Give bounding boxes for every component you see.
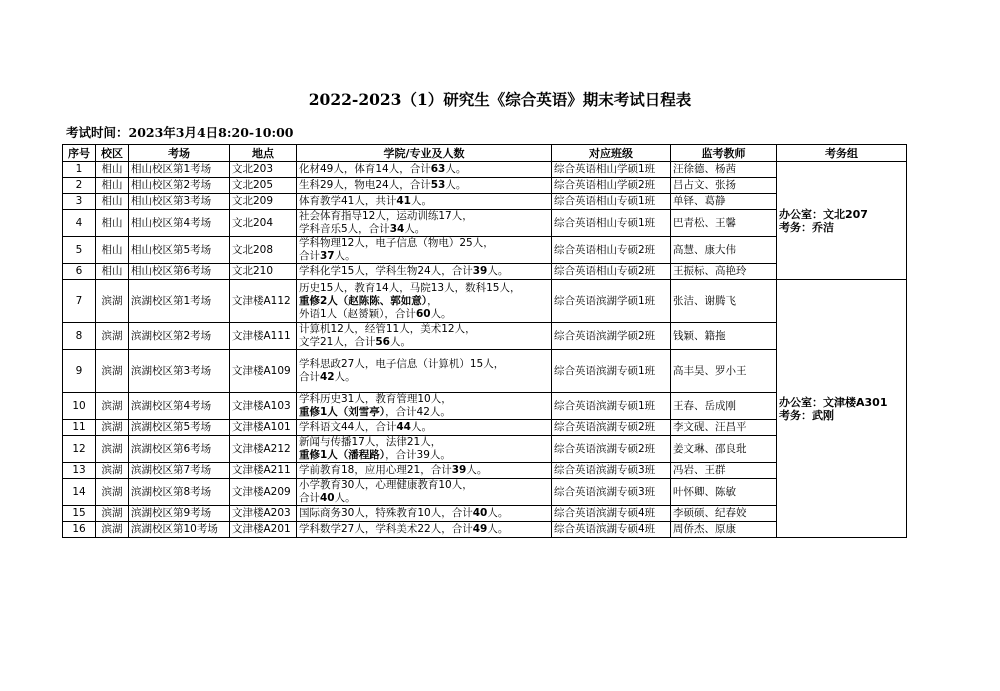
majors-line <box>299 210 549 223</box>
majors-text-segment: 人。 <box>390 336 411 348</box>
proctors-cell: 王春、岳成刚 <box>671 393 777 420</box>
location-cell: 文北210 <box>230 264 297 280</box>
majors-cell <box>297 350 552 393</box>
majors-line <box>299 492 549 505</box>
location-cell: 文津楼A101 <box>230 420 297 436</box>
majors-cell <box>297 506 552 522</box>
exam-room-cell: 相山校区第2考场 <box>129 178 230 194</box>
majors-text-segment: 新闻与传播17人，法律21人， <box>299 436 442 448</box>
table-header-row <box>63 145 907 162</box>
majors-cell <box>297 237 552 264</box>
header-cell: 考务组 <box>777 145 907 162</box>
header-cell: 监考教师 <box>671 145 777 162</box>
majors-bold-segment: 重修1人（刘雪亭） <box>299 406 386 418</box>
majors-bold-segment: 60 <box>415 307 431 320</box>
majors-text-segment: 学科历史31人，教育管理10人， <box>299 393 452 405</box>
majors-line <box>299 237 549 250</box>
majors-bold-segment: 37 <box>320 250 335 262</box>
majors-text-segment: ， <box>427 294 438 307</box>
majors-text-segment: 合计 <box>299 250 320 262</box>
table-row <box>63 162 907 178</box>
majors-text-segment: 人。 <box>411 421 432 433</box>
majors-cell <box>297 323 552 350</box>
majors-line <box>299 336 549 349</box>
majors-text-segment: 合计 <box>299 371 320 383</box>
majors-bold-segment: 41 <box>396 195 411 207</box>
location-cell: 文津楼A201 <box>230 522 297 538</box>
majors-bold-segment: 重修1人（潘程路） <box>299 449 386 461</box>
majors-line <box>299 223 549 236</box>
majors-bold-segment: 56 <box>375 336 390 348</box>
header-cell: 学院/专业及人数 <box>297 145 552 162</box>
header-cell: 考场 <box>129 145 230 162</box>
majors-line <box>299 406 549 419</box>
majors-cell <box>297 264 552 280</box>
header-cell: 序号 <box>63 145 96 162</box>
row-number: 3 <box>63 194 96 210</box>
majors-text-segment: 学前教育18，应用心理21，合计 <box>299 464 452 476</box>
exam-staff: 考务：乔洁 <box>779 220 834 234</box>
class-cell: 综合英语滨湖专硕1班 <box>552 350 671 393</box>
location-cell: 文津楼A111 <box>230 323 297 350</box>
majors-line <box>299 464 549 477</box>
majors-text-segment: 化材49人，体育14人，合计 <box>299 163 431 175</box>
row-number: 11 <box>63 420 96 436</box>
majors-line <box>299 308 549 321</box>
exam-room-cell: 滨湖校区第10考场 <box>129 522 230 538</box>
majors-text-segment: 外语1人（赵赟颖），合计 <box>299 307 416 320</box>
majors-text-segment: 人。 <box>487 507 509 519</box>
majors-text-segment: 学科语文44人，合计 <box>299 421 397 433</box>
exam-room-cell: 相山校区第1考场 <box>129 162 230 178</box>
majors-cell <box>297 162 552 178</box>
majors-cell <box>297 393 552 420</box>
exam-room-cell: 相山校区第4考场 <box>129 210 230 237</box>
campus-cell: 滨湖 <box>96 522 129 538</box>
class-cell: 综合英语滨湖专硕4班 <box>552 522 671 538</box>
schedule-table <box>62 144 907 538</box>
majors-line <box>299 295 549 308</box>
proctors-cell: 高丰昊、罗小王 <box>671 350 777 393</box>
majors-line <box>299 358 549 371</box>
majors-line <box>299 179 549 192</box>
exam-room-cell: 滨湖校区第4考场 <box>129 393 230 420</box>
majors-text-segment: 人。 <box>430 307 452 320</box>
majors-text-segment: 生科29人，物电24人，合计 <box>299 179 431 191</box>
campus-cell: 滨湖 <box>96 463 129 479</box>
majors-line <box>299 265 549 278</box>
majors-text-segment: 小学教育30人，心理健康教育10人， <box>299 479 473 491</box>
row-number: 8 <box>63 323 96 350</box>
majors-text-segment: 人。 <box>334 250 356 262</box>
campus-cell: 滨湖 <box>96 420 129 436</box>
majors-line <box>299 323 549 336</box>
majors-bold-segment: 40 <box>320 492 335 504</box>
row-number: 12 <box>63 436 96 463</box>
row-number: 16 <box>63 522 96 538</box>
majors-bold-segment: 40 <box>472 507 488 519</box>
majors-bold-segment: 34 <box>389 223 405 235</box>
majors-bold-segment: 39 <box>451 464 467 476</box>
exam-room-cell: 滨湖校区第8考场 <box>129 479 230 506</box>
row-number: 14 <box>63 479 96 506</box>
proctors-cell: 叶怀卿、陈敏 <box>671 479 777 506</box>
proctors-cell: 王振标、高艳玲 <box>671 264 777 280</box>
majors-text-segment: 历史15人，教育14人，马院13人，数科15人， <box>299 281 521 294</box>
majors-text-segment: 计算机12人，经管11人，美术12人， <box>299 323 476 335</box>
proctors-cell: 李硕硕、纪春姣 <box>671 506 777 522</box>
class-cell: 综合英语滨湖专硕4班 <box>552 506 671 522</box>
majors-text-segment: 人。 <box>404 223 426 235</box>
location-cell: 文北204 <box>230 210 297 237</box>
location-cell: 文津楼A109 <box>230 350 297 393</box>
majors-text-segment: 人。 <box>445 179 467 191</box>
row-number: 13 <box>63 463 96 479</box>
majors-line <box>299 371 549 384</box>
majors-bold-segment: 39 <box>472 265 488 277</box>
majors-text-segment: 学科化学15人，学科生物24人，合计 <box>299 265 473 277</box>
majors-text-segment: 人。 <box>334 371 356 383</box>
row-number: 10 <box>63 393 96 420</box>
class-cell: 综合英语滨湖专硕2班 <box>552 436 671 463</box>
row-number: 1 <box>63 162 96 178</box>
exam-room-cell: 相山校区第3考场 <box>129 194 230 210</box>
header-cell: 地点 <box>230 145 297 162</box>
location-cell: 文北203 <box>230 162 297 178</box>
majors-text-segment: 学科思政27人，电子信息（计算机）15人， <box>299 358 505 370</box>
majors-text-segment: 人。 <box>487 523 509 535</box>
class-cell: 综合英语相山专硕2班 <box>552 237 671 264</box>
row-number: 4 <box>63 210 96 237</box>
majors-line <box>299 195 549 208</box>
exam-room-cell: 滨湖校区第3考场 <box>129 350 230 393</box>
campus-cell: 滨湖 <box>96 506 129 522</box>
majors-bold-segment: 49 <box>472 523 488 535</box>
proctors-cell: 巴青松、王馨 <box>671 210 777 237</box>
campus-cell: 相山 <box>96 162 129 178</box>
campus-cell: 滨湖 <box>96 323 129 350</box>
majors-cell <box>297 194 552 210</box>
row-number: 2 <box>63 178 96 194</box>
class-cell: 综合英语相山学硕2班 <box>552 178 671 194</box>
majors-text-segment: 文学21人，合计 <box>299 336 376 348</box>
majors-line <box>299 250 549 263</box>
page-title: 2022-2023（1）研究生《综合英语》期末考试日程表 <box>308 90 692 109</box>
majors-bold-segment: 63 <box>430 163 446 175</box>
majors-cell <box>297 280 552 323</box>
exam-room-cell: 滨湖校区第1考场 <box>129 280 230 323</box>
class-cell: 综合英语滨湖专硕3班 <box>552 463 671 479</box>
majors-bold-segment: 42 <box>320 371 335 383</box>
proctors-cell: 李文砚、汪昌平 <box>671 420 777 436</box>
row-number: 6 <box>63 264 96 280</box>
campus-cell: 相山 <box>96 194 129 210</box>
majors-text-segment: 人。 <box>334 492 356 504</box>
majors-text-segment: 体育教学41人，共计 <box>299 195 397 207</box>
row-number: 7 <box>63 280 96 323</box>
exam-office-group <box>777 162 907 280</box>
majors-text-segment: 人。 <box>411 195 432 207</box>
majors-line <box>299 421 549 434</box>
majors-line <box>299 449 549 462</box>
class-cell: 综合英语滨湖专硕2班 <box>552 420 671 436</box>
majors-line <box>299 163 549 176</box>
campus-cell: 相山 <box>96 264 129 280</box>
proctors-cell: 高慧、康大伟 <box>671 237 777 264</box>
majors-line <box>299 393 549 406</box>
class-cell: 综合英语相山学硕1班 <box>552 162 671 178</box>
campus-cell: 滨湖 <box>96 350 129 393</box>
exam-room-cell: 滨湖校区第6考场 <box>129 436 230 463</box>
exam-room-cell: 滨湖校区第2考场 <box>129 323 230 350</box>
proctors-cell: 周侨杰、原康 <box>671 522 777 538</box>
majors-text-segment: 人。 <box>445 163 467 175</box>
majors-line <box>299 282 549 295</box>
location-cell: 文津楼A203 <box>230 506 297 522</box>
class-cell: 综合英语相山专硕2班 <box>552 264 671 280</box>
row-number: 9 <box>63 350 96 393</box>
location-cell: 文津楼A112 <box>230 280 297 323</box>
majors-text-segment: 社会体育指导12人，运动训练17人， <box>299 210 473 222</box>
campus-cell: 相山 <box>96 210 129 237</box>
class-cell: 综合英语滨湖学硕2班 <box>552 323 671 350</box>
exam-room-cell: 相山校区第5考场 <box>129 237 230 264</box>
campus-cell: 相山 <box>96 178 129 194</box>
location-cell: 文津楼A212 <box>230 436 297 463</box>
proctors-cell: 姜文琳、邵良玭 <box>671 436 777 463</box>
exam-room-cell: 滨湖校区第5考场 <box>129 420 230 436</box>
majors-line <box>299 507 549 520</box>
exam-office-group <box>777 280 907 538</box>
header-cell: 校区 <box>96 145 129 162</box>
exam-room-cell: 滨湖校区第9考场 <box>129 506 230 522</box>
row-number: 5 <box>63 237 96 264</box>
exam-staff: 考务：武刚 <box>779 408 834 422</box>
majors-cell <box>297 463 552 479</box>
class-cell: 综合英语相山专硕1班 <box>552 194 671 210</box>
header-cell: 对应班级 <box>552 145 671 162</box>
location-cell: 文北208 <box>230 237 297 264</box>
proctors-cell: 汪徐德、杨茜 <box>671 162 777 178</box>
location-cell: 文津楼A211 <box>230 463 297 479</box>
majors-cell <box>297 178 552 194</box>
office-location: 办公室：文北207 <box>779 207 868 221</box>
majors-cell <box>297 420 552 436</box>
majors-text-segment: 学科音乐5人，合计 <box>299 223 390 235</box>
table-body <box>63 162 907 538</box>
location-cell: 文北205 <box>230 178 297 194</box>
majors-line <box>299 479 549 492</box>
class-cell: 综合英语滨湖专硕1班 <box>552 393 671 420</box>
class-cell: 综合英语滨湖专硕3班 <box>552 479 671 506</box>
table-row <box>63 280 907 323</box>
majors-text-segment: 学科物理12人，电子信息（物电）25人， <box>299 237 494 249</box>
majors-cell <box>297 479 552 506</box>
proctors-cell: 冯岩、王群 <box>671 463 777 479</box>
proctors-cell: 张洁、谢腾飞 <box>671 280 777 323</box>
office-location: 办公室：文津楼A301 <box>779 395 888 409</box>
proctors-cell: 吕占文、张扬 <box>671 178 777 194</box>
majors-text-segment: 人。 <box>466 464 488 476</box>
location-cell: 文津楼A209 <box>230 479 297 506</box>
class-cell: 综合英语滨湖学硕1班 <box>552 280 671 323</box>
majors-text-segment: ，合计42人。 <box>385 406 451 418</box>
proctors-cell: 单铎、葛静 <box>671 194 777 210</box>
exam-room-cell: 相山校区第6考场 <box>129 264 230 280</box>
majors-bold-segment: 重修2人（赵陈陈、郭如意） <box>299 294 428 307</box>
campus-cell: 滨湖 <box>96 280 129 323</box>
majors-cell <box>297 436 552 463</box>
location-cell: 文北209 <box>230 194 297 210</box>
class-cell: 综合英语相山专硕1班 <box>552 210 671 237</box>
location-cell: 文津楼A103 <box>230 393 297 420</box>
majors-line <box>299 523 549 536</box>
majors-line <box>299 436 549 449</box>
campus-cell: 滨湖 <box>96 393 129 420</box>
exam-room-cell: 滨湖校区第7考场 <box>129 463 230 479</box>
majors-text-segment: 国际商务30人，特殊教育10人，合计 <box>299 507 473 519</box>
campus-cell: 滨湖 <box>96 436 129 463</box>
proctors-cell: 钱颖、籍拖 <box>671 323 777 350</box>
exam-time: 考试时间：2023年3月4日8:20-10:00 <box>66 125 294 140</box>
majors-bold-segment: 53 <box>430 179 446 191</box>
campus-cell: 相山 <box>96 237 129 264</box>
campus-cell: 滨湖 <box>96 479 129 506</box>
majors-text-segment: 学科数学27人，学科美术22人，合计 <box>299 523 473 535</box>
majors-text-segment: ，合计39人。 <box>385 449 451 461</box>
majors-text-segment: 人。 <box>487 265 509 277</box>
majors-cell <box>297 210 552 237</box>
row-number: 15 <box>63 506 96 522</box>
majors-cell <box>297 522 552 538</box>
majors-text-segment: 合计 <box>299 492 320 504</box>
majors-bold-segment: 44 <box>396 421 411 433</box>
